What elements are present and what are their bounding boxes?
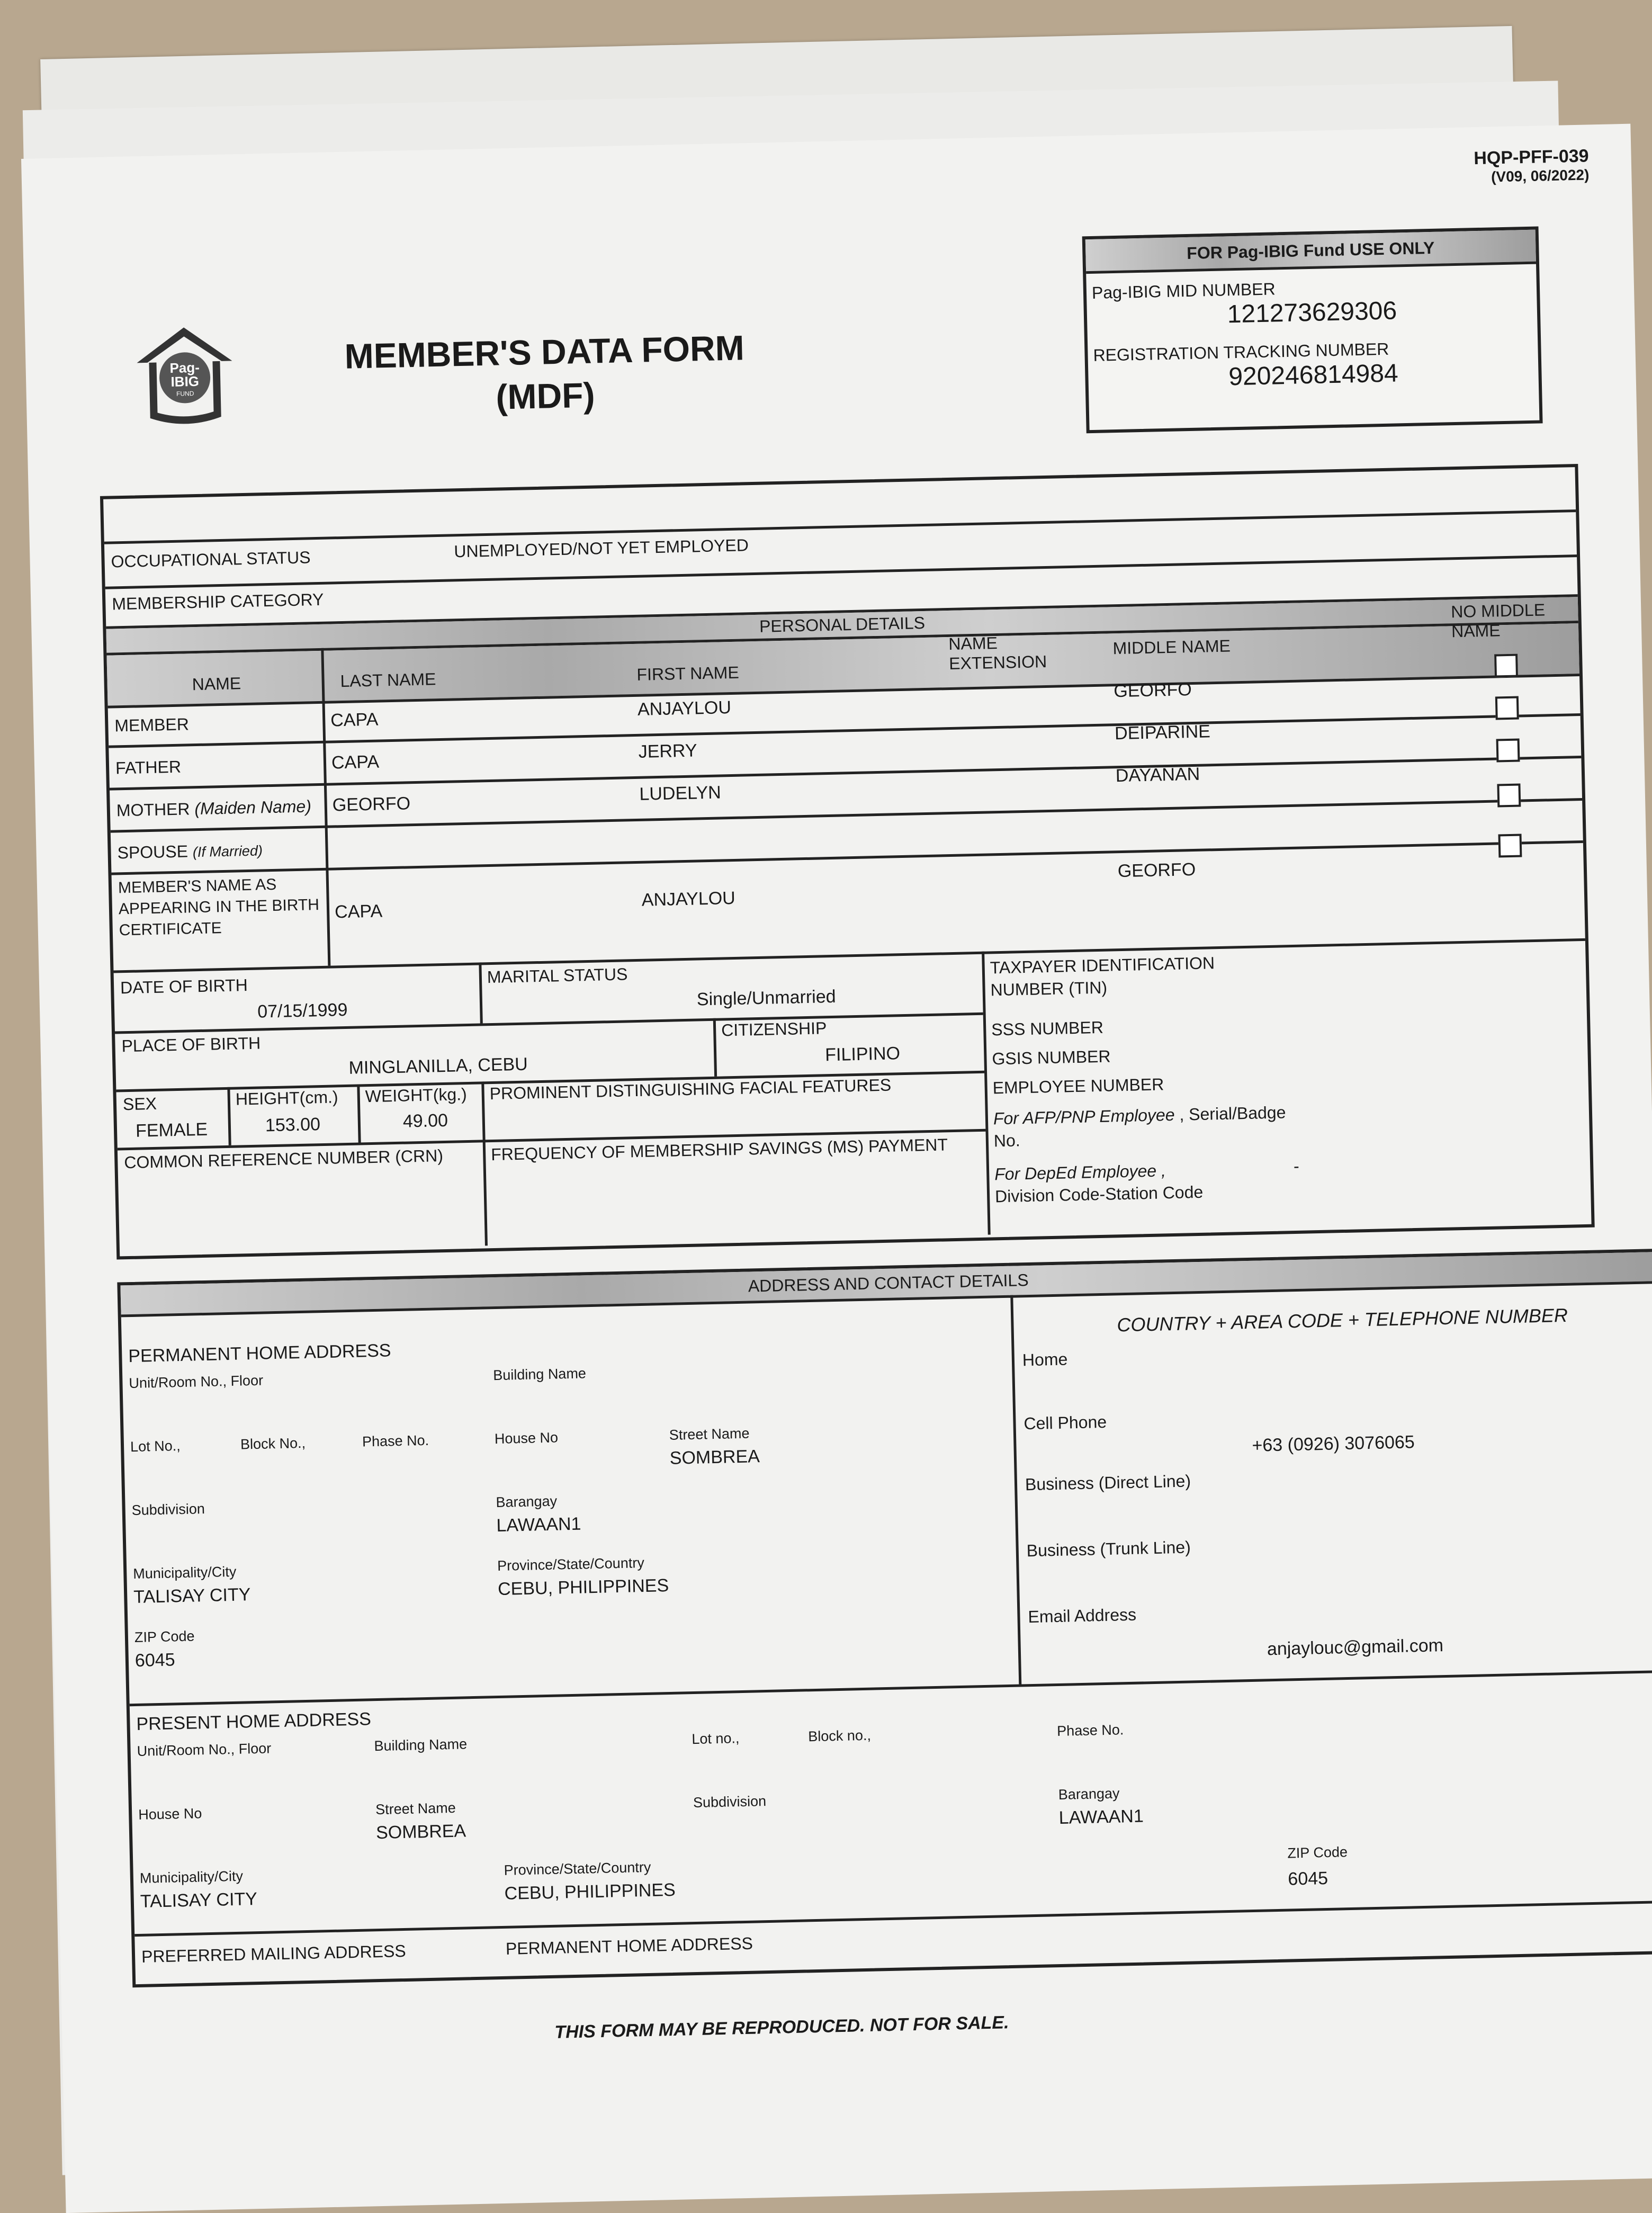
lot-label: Lot No.,: [130, 1438, 181, 1455]
col-header-last-name: LAST NAME: [340, 669, 436, 691]
row-label-father: FATHER: [115, 757, 182, 778]
city-label: Municipality/City: [133, 1563, 237, 1582]
present-province-value: CEBU, PHILIPPINES: [504, 1879, 676, 1904]
no-middle-name-checkbox[interactable]: [1498, 834, 1522, 857]
present-address-title: PRESENT HOME ADDRESS: [136, 1709, 372, 1734]
afp-pnp-label-rest: , Serial/Badge: [1174, 1103, 1286, 1124]
rtn-value: 920246814984: [1228, 359, 1399, 391]
phase-label: Phase No.: [362, 1432, 429, 1450]
present-barangay-label: Barangay: [1058, 1785, 1120, 1803]
birth-cert-label-line: MEMBER'S NAME AS: [118, 875, 277, 897]
home-phone-label: Home: [1022, 1349, 1068, 1370]
present-province-label: Province/State/Country: [504, 1859, 651, 1878]
address-contact-table: [117, 1249, 1652, 1987]
father-last-name: CAPA: [331, 751, 380, 773]
deped-label: [994, 1159, 1204, 1208]
subdivision-label: Subdivision: [131, 1501, 205, 1519]
occupational-status-value: UNEMPLOYED/NOT YET EMPLOYED: [453, 535, 749, 561]
business-direct-label: Business (Direct Line): [1025, 1471, 1191, 1494]
deped-label-italic: For DepEd Employee ,: [994, 1161, 1166, 1184]
street-name-label: Street Name: [669, 1425, 750, 1443]
preferred-mailing-label: PREFERRED MAILING ADDRESS: [141, 1941, 407, 1966]
row-label-spouse-note: (If Married): [192, 843, 263, 861]
mother-last-name: GEORFO: [332, 793, 411, 816]
birth-cert-label-line: CERTIFICATE: [119, 919, 222, 939]
agency-box-header: FOR Pag-IBIG Fund USE ONLY: [1085, 230, 1536, 274]
city-value: TALISAY CITY: [133, 1584, 251, 1608]
mother-middle-name: DAYANAN: [1115, 764, 1200, 786]
marital-status-value: Single/Unmarried: [696, 986, 836, 1010]
logo-text: IBIG: [170, 373, 200, 390]
permanent-address-title: PERMANENT HOME ADDRESS: [128, 1340, 391, 1367]
preferred-mailing-value: PERMANENT HOME ADDRESS: [505, 1933, 753, 1958]
row-label-mother-text: MOTHER: [116, 799, 195, 820]
present-barangay-value: LAWAAN1: [1058, 1806, 1144, 1828]
place-of-birth-label: PLACE OF BIRTH: [121, 1033, 261, 1056]
present-city-value: TALISAY CITY: [140, 1889, 258, 1912]
business-trunk-label: Business (Trunk Line): [1026, 1537, 1191, 1561]
sss-number-label: SSS NUMBER: [991, 1017, 1104, 1040]
mid-value: 121273629306: [1227, 297, 1397, 329]
row-label-mother: [116, 796, 311, 820]
rtn-label: REGISTRATION TRACKING NUMBER: [1093, 339, 1389, 365]
deped-value: -: [1293, 1156, 1300, 1176]
occupational-status-label: OCCUPATIONAL STATUS: [111, 548, 311, 571]
form-code: [1474, 146, 1590, 186]
col-header-middle-name: MIDDLE NAME: [1112, 636, 1231, 658]
membership-category-label: MEMBERSHIP CATEGORY: [111, 589, 324, 614]
pagibig-logo: [131, 318, 239, 426]
marital-status-label: MARITAL STATUS: [487, 964, 628, 987]
col-header-name-extension: NAME EXTENSION: [948, 633, 1047, 673]
street-name-value: SOMBREA: [669, 1446, 760, 1468]
date-of-birth-value: 07/15/1999: [257, 999, 348, 1022]
present-city-label: Municipality/City: [139, 1868, 244, 1886]
zip-label: ZIP Code: [134, 1628, 195, 1645]
form-paper: [21, 124, 1652, 2213]
member-last-name: CAPA: [330, 709, 379, 731]
present-street-label: Street Name: [375, 1799, 456, 1818]
personal-details-header: PERSONAL DETAILS: [106, 597, 1578, 653]
facial-features-label: PROMINENT DISTINGUISHING FACIAL FEATURES: [489, 1075, 892, 1104]
weight-label: WEIGHT(kg.): [365, 1085, 468, 1106]
ms-payment-frequency-label: FREQUENCY OF MEMBERSHIP SAVINGS (MS) PAYMENT: [490, 1135, 948, 1164]
address-section-header: ADDRESS AND CONTACT DETAILS: [120, 1252, 1652, 1314]
crn-label: COMMON REFERENCE NUMBER (CRN): [123, 1146, 444, 1172]
birth-cert-first-name: ANJAYLOU: [641, 888, 736, 910]
mother-first-name: LUDELYN: [639, 782, 722, 804]
form-title-line1: MEMBER'S DATA FORM: [344, 328, 745, 376]
email-value: anjaylouc@gmail.com: [1267, 1635, 1444, 1660]
present-unit-label: Unit/Room No., Floor: [137, 1740, 272, 1759]
birth-cert-label-line: APPEARING IN THE BIRTH: [118, 896, 320, 918]
place-of-birth-value: MINGLANILLA, CEBU: [348, 1054, 528, 1078]
province-label: Province/State/Country: [497, 1554, 645, 1574]
weight-value: 49.00: [402, 1110, 448, 1132]
height-value: 153.00: [265, 1114, 321, 1136]
block-label: Block No.,: [240, 1435, 306, 1453]
tin-label: [990, 952, 1215, 1001]
barangay-label: Barangay: [496, 1493, 558, 1511]
row-label-spouse: [117, 840, 263, 863]
gsis-number-label: GSIS NUMBER: [992, 1046, 1111, 1069]
sex-label: SEX: [122, 1094, 157, 1114]
present-house-label: House No: [138, 1805, 202, 1823]
father-middle-name: DEIPARINE: [1114, 721, 1211, 744]
afp-pnp-label-italic: For AFP/PNP Employee: [993, 1105, 1175, 1128]
afp-pnp-label: [993, 1101, 1287, 1152]
present-block-label: Block no.,: [808, 1727, 872, 1745]
present-lot-label: Lot no.,: [692, 1730, 740, 1748]
present-building-label: Building Name: [374, 1736, 468, 1754]
cell-phone-value: +63 (0926) 3076065: [1252, 1432, 1415, 1456]
employee-number-label: EMPLOYEE NUMBER: [992, 1074, 1164, 1098]
email-label: Email Address: [1028, 1605, 1137, 1627]
deped-label-line2: Division Code-Station Code: [994, 1182, 1204, 1206]
col-header-name: NAME: [192, 674, 241, 694]
present-zip-value: 6045: [1288, 1868, 1328, 1889]
contact-header: COUNTRY + AREA CODE + TELEPHONE NUMBER: [1117, 1304, 1568, 1336]
present-phase-label: Phase No.: [1056, 1722, 1124, 1740]
afp-pnp-label-line2: No.: [993, 1131, 1021, 1151]
footer-note: THIS FORM MAY BE REPRODUCED. NOT FOR SALE.: [554, 2012, 1009, 2042]
logo-text: Pag-: [169, 359, 200, 376]
house-no-label: House No: [494, 1429, 559, 1447]
no-middle-name-checkbox[interactable]: [1497, 784, 1521, 808]
member-middle-name: GEORFO: [1114, 679, 1192, 702]
barangay-value: LAWAAN1: [496, 1513, 581, 1536]
citizenship-value: FILIPINO: [824, 1043, 901, 1065]
birth-cert-middle-name: GEORFO: [1117, 859, 1196, 882]
present-street-value: SOMBREA: [375, 1821, 466, 1843]
no-middle-name-checkbox[interactable]: [1496, 739, 1520, 763]
form-code-number: HQP-PFF-039: [1473, 146, 1589, 169]
cell-phone-label: Cell Phone: [1023, 1412, 1107, 1433]
personal-details-table: [100, 464, 1595, 1260]
no-middle-name-checkbox[interactable]: [1495, 696, 1519, 720]
province-value: CEBU, PHILIPPINES: [497, 1575, 669, 1600]
sex-value: FEMALE: [135, 1119, 208, 1141]
present-zip-label: ZIP Code: [1287, 1844, 1348, 1861]
form-title: [343, 326, 747, 422]
tin-label-line: TAXPAYER IDENTIFICATION: [990, 953, 1215, 978]
building-label: Building Name: [492, 1365, 587, 1384]
form-title-line2: (MDF): [495, 374, 596, 417]
unit-label: Unit/Room No., Floor: [129, 1372, 264, 1392]
birth-certificate-name-label: [118, 873, 320, 941]
present-subdivision-label: Subdivision: [693, 1793, 767, 1811]
row-label-member: MEMBER: [114, 714, 190, 736]
father-first-name: JERRY: [638, 740, 697, 762]
agency-use-box: [1082, 227, 1543, 434]
col-header-first-name: FIRST NAME: [636, 662, 740, 684]
row-label-spouse-text: SPOUSE: [117, 841, 193, 863]
row-label-mother-note: (Maiden Name): [194, 796, 312, 819]
col-header-no-middle-name: NO MIDDLE NAME: [1450, 600, 1546, 641]
zip-value: 6045: [134, 1650, 175, 1671]
height-label: HEIGHT(cm.): [235, 1087, 338, 1109]
mid-label: Pag-IBIG MID NUMBER: [1091, 279, 1276, 302]
citizenship-label: CITIZENSHIP: [721, 1018, 827, 1040]
no-middle-name-checkbox[interactable]: [1494, 654, 1518, 678]
member-first-name: ANJAYLOU: [637, 697, 732, 720]
tin-label-line: NUMBER (TIN): [990, 978, 1108, 1000]
form-version: (V09, 06/2022): [1491, 166, 1590, 185]
date-of-birth-label: DATE OF BIRTH: [120, 975, 248, 998]
logo-text: FUND: [176, 389, 194, 398]
birth-cert-last-name: CAPA: [334, 901, 383, 922]
